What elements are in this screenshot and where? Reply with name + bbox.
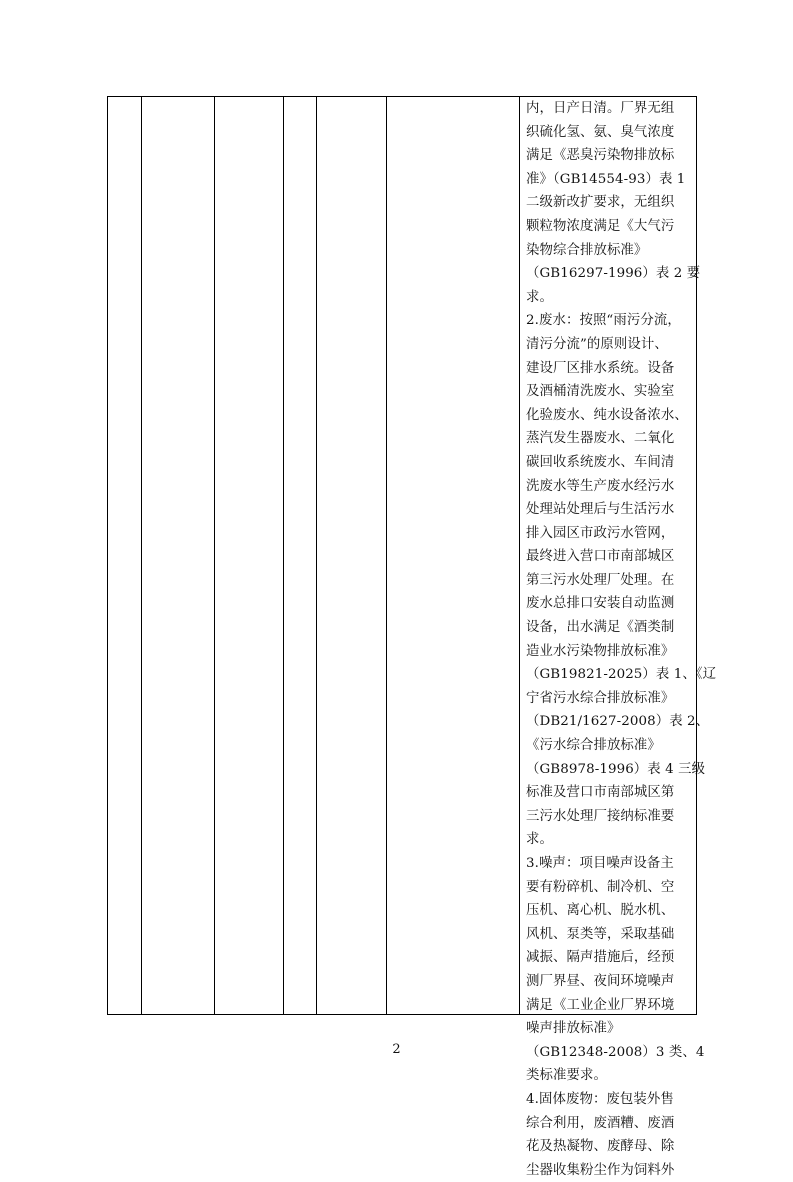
column-divider xyxy=(214,97,215,1014)
column-divider xyxy=(283,97,284,1014)
text-line: （DB21/1627-2008）表 2、 xyxy=(526,714,710,730)
text-line: 染物综合排放标准》 xyxy=(526,242,648,258)
text-line: （GB8978-1996）表 4 三级 xyxy=(526,761,706,777)
measures-cell xyxy=(519,97,717,1178)
text-line: 碳回收系统废水、车间清 xyxy=(526,454,675,470)
text-line: 风机、泵类等，采取基础 xyxy=(526,926,675,942)
text-line: 颗粒物浓度满足《大气污 xyxy=(526,218,675,234)
text-line: 综合利用，废酒糟、废酒 xyxy=(526,1115,675,1131)
text-line: 废水总排口安装自动监测 xyxy=(526,596,675,612)
text-line: 2.废水：按照“雨污分流， xyxy=(526,313,681,329)
text-line: 准》（GB14554-93）表 1 xyxy=(526,171,686,187)
text-line: 测厂界昼、夜间环境噪声 xyxy=(526,973,675,989)
text-line: 清污分流”的原则设计、 xyxy=(526,336,668,352)
text-line: 洗废水等生产废水经污水 xyxy=(526,478,675,494)
text-line: 要有粉碎机、制冷机、空 xyxy=(526,879,675,895)
text-line: 化验废水、纯水设备浓水、 xyxy=(526,407,688,423)
text-line: 类标准要求。 xyxy=(526,1068,607,1084)
text-line: 满足《恶臭污染物排放标 xyxy=(526,148,675,164)
text-line: 蒸汽发生器废水、二氧化 xyxy=(526,431,675,447)
text-line: 设备，出水满足《酒类制 xyxy=(526,620,675,636)
text-line: 造业水污染物排放标准》 xyxy=(526,643,675,659)
text-line: 花及热凝物、废酵母、除 xyxy=(526,1139,675,1155)
text-line: 减振、隔声措施后，经预 xyxy=(526,950,675,966)
text-line: 及酒桶清洗废水、实验室 xyxy=(526,384,675,400)
text-line: 4.固体废物：废包装外售 xyxy=(526,1091,674,1107)
column-divider xyxy=(141,97,142,1014)
text-line: 《污水综合排放标准》 xyxy=(526,738,661,754)
text-line: 尘器收集粉尘作为饲料外 xyxy=(526,1162,675,1178)
page-number: 2 xyxy=(392,1042,401,1057)
text-line: 噪声排放标准》 xyxy=(526,1021,621,1037)
text-line: 第三污水处理厂处理。在 xyxy=(526,572,675,588)
text-line: 宁省污水综合排放标准》 xyxy=(526,690,675,706)
text-line: 二级新改扩要求，无组织 xyxy=(526,195,675,211)
text-line: 3.噪声：项目噪声设备主 xyxy=(526,856,674,871)
text-line: （GB16297-1996）表 2 要 xyxy=(526,266,701,282)
column-divider xyxy=(316,97,317,1014)
text-line: 标准及营口市南部城区第 xyxy=(526,785,675,801)
text-line: 排入园区市政污水管网， xyxy=(526,525,675,541)
text-line: 满足《工业企业厂界环境 xyxy=(526,997,675,1013)
text-line: 处理站处理后与生活污水 xyxy=(526,502,675,518)
text-line: （GB19821-2025）表 1、《辽 xyxy=(526,667,717,683)
text-line: 三污水处理厂接纳标准要 xyxy=(526,808,675,824)
text-line: 内，日产日清。厂界无组 xyxy=(526,101,675,116)
text-line: 求。 xyxy=(526,832,553,848)
text-line: 压机、离心机、脱水机、 xyxy=(526,903,675,919)
text-line: 最终进入营口市南部城区 xyxy=(526,549,675,565)
column-divider xyxy=(386,97,387,1014)
text-line: 建设厂区排水系统。设备 xyxy=(526,360,675,376)
table-frame xyxy=(107,96,717,1178)
text-line: 求。 xyxy=(526,289,553,305)
text-line: （GB12348-2008）3 类、4 xyxy=(526,1044,705,1060)
text-line: 织硫化氢、氨、臭气浓度 xyxy=(526,124,675,140)
